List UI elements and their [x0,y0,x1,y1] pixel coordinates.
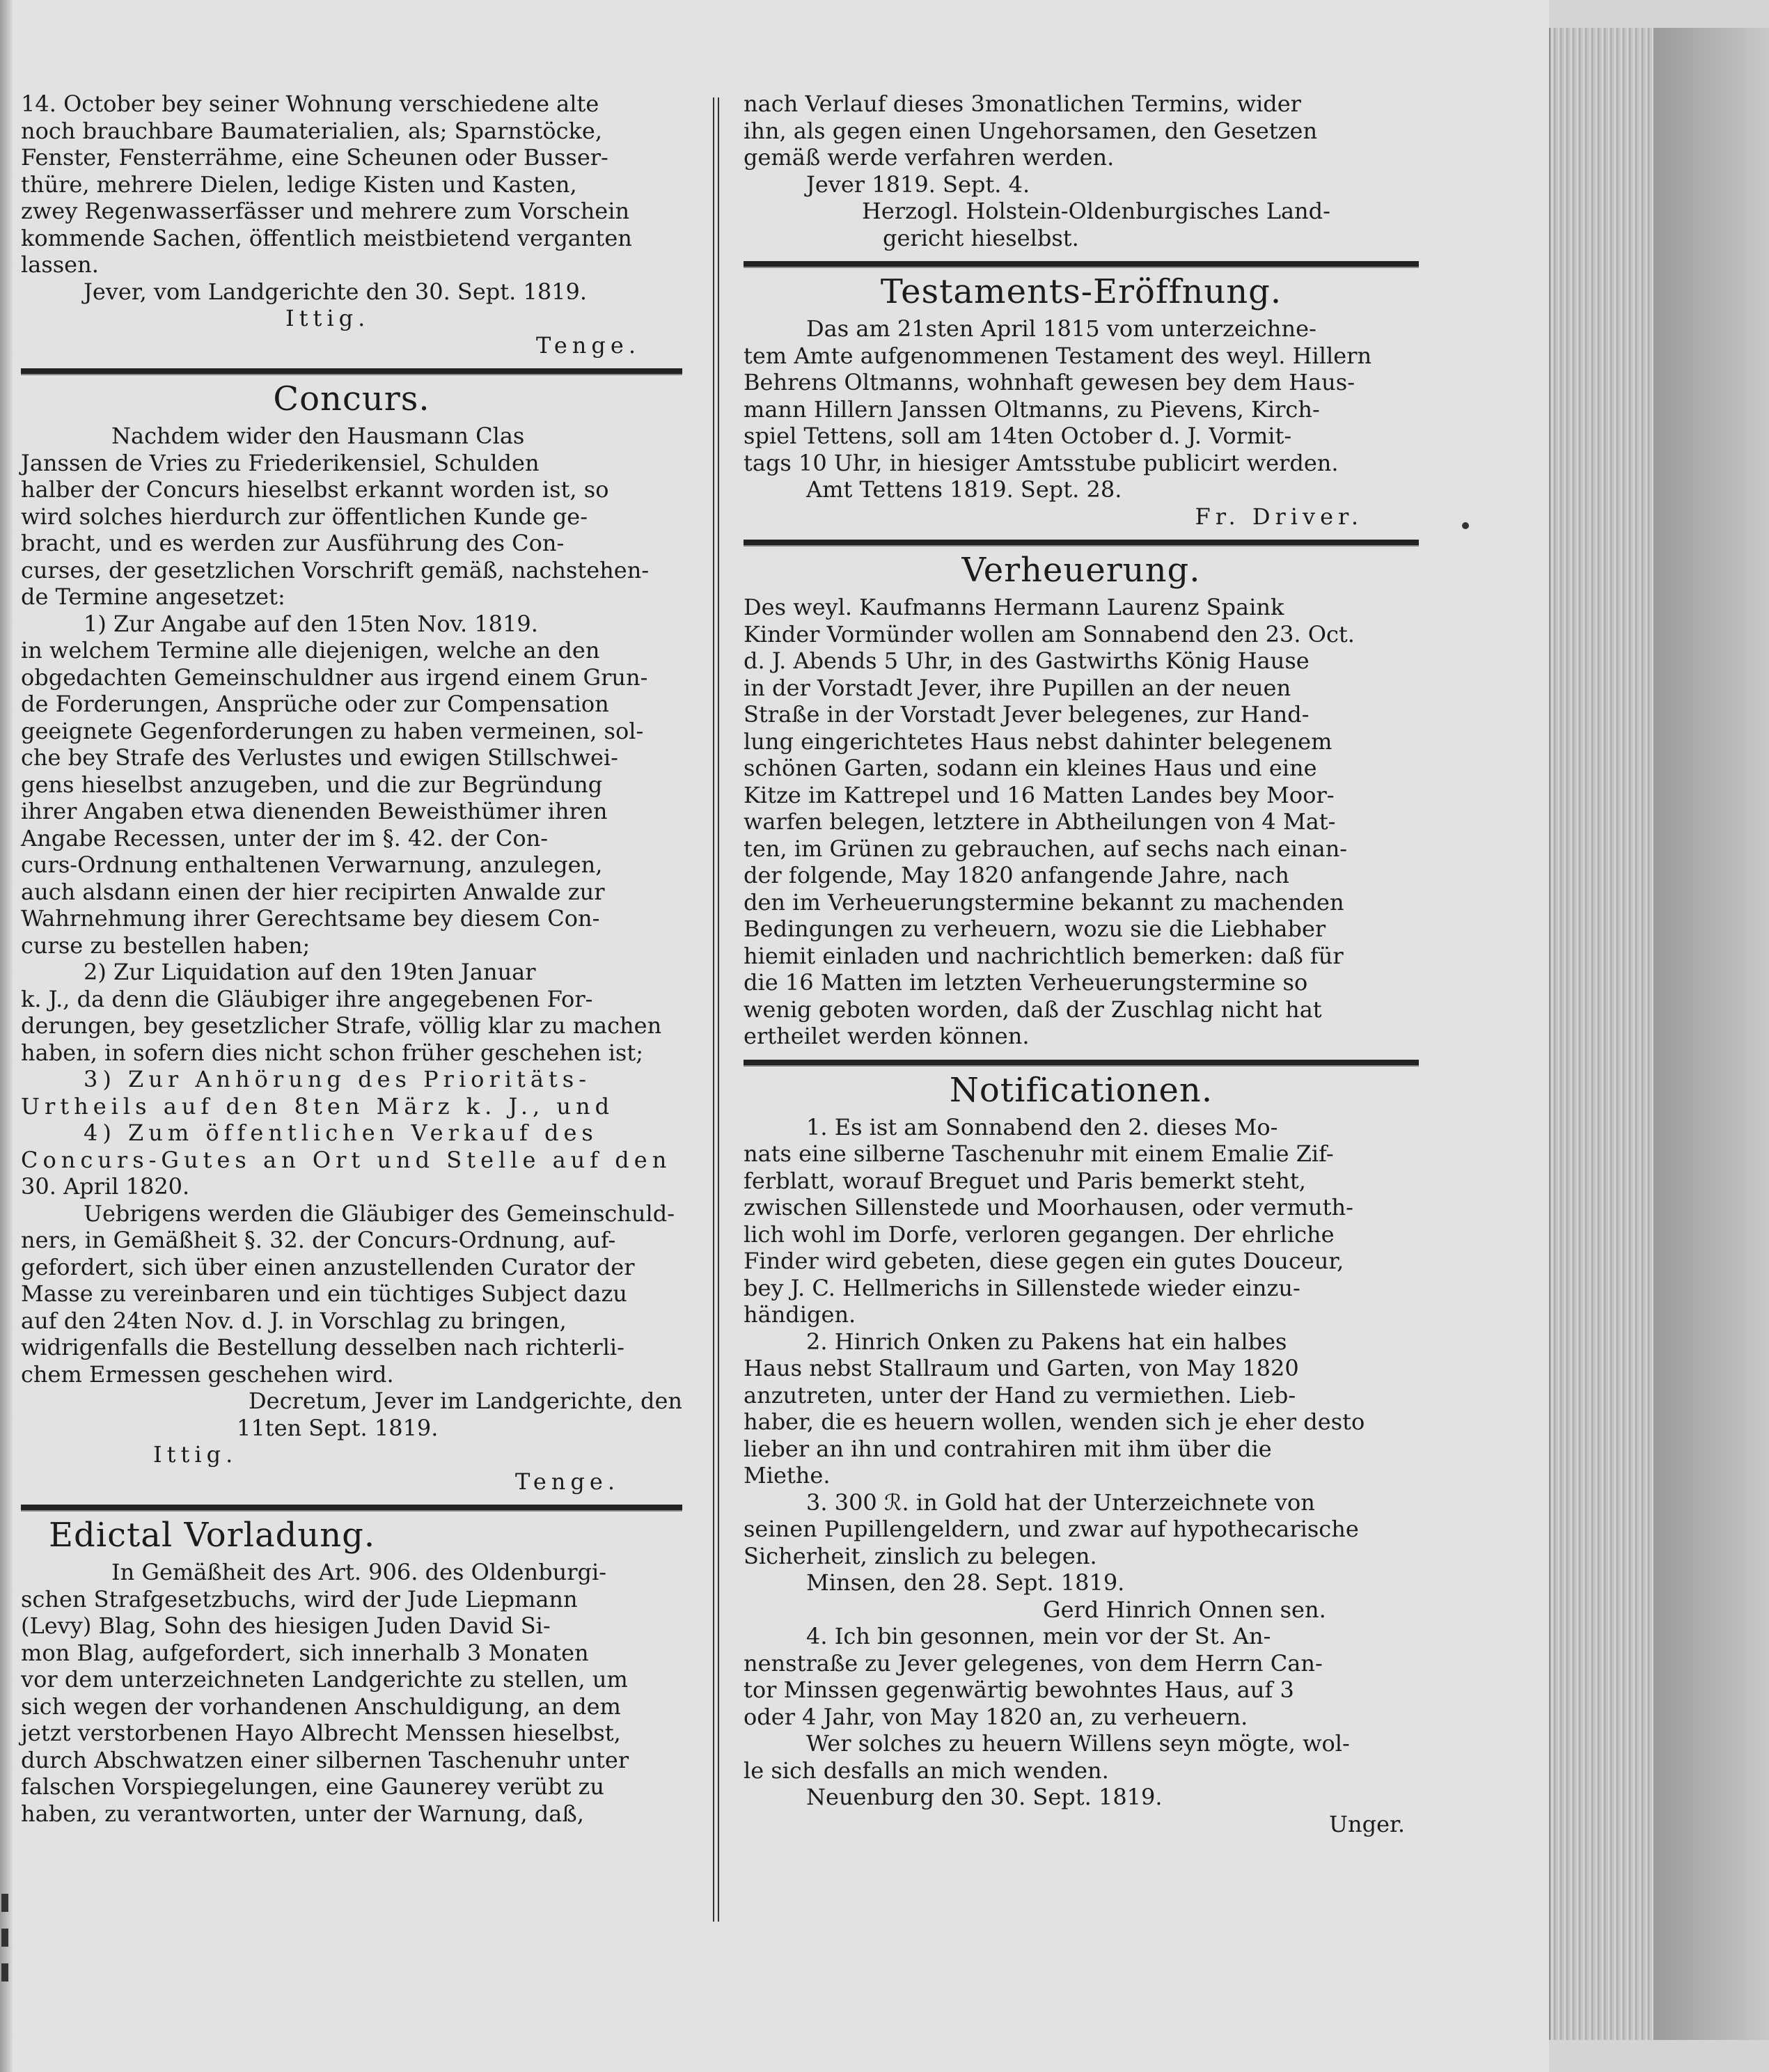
text-line: ertheilet werden können. [744,1023,1030,1049]
text-line: curses, der gesetzlichen Vorschrift gemäß, nachstehen- [21,556,650,583]
text-line: 4. Ich bin gesonnen, mein vor der St. An- [806,1623,1271,1649]
signature: Tenge. [515,1468,620,1495]
text-line: zwischen Sillenstede und Moorhausen, oder vermuth- [744,1194,1353,1221]
text-line: thüre, mehrere Dielen, ledige Kisten und Kasten, [21,171,577,198]
text-line: Sicherheit, zinslich zu belegen. [744,1542,1097,1569]
text-line: spiel Tettens, soll am 14ten October d. J. Vormit- [744,423,1292,449]
text-line: vor dem unterzeichneten Landgerichte zu stellen, um [21,1666,628,1693]
signature: Ittig. [285,305,370,331]
text-line: 14. October bey seiner Wohnung verschiedene alte [21,91,599,117]
book-edge-shadow [1653,28,1769,2040]
text-line: curs-Ordnung enthaltenen Verwarnung, anzulegen, [21,851,603,878]
text-line: Nachdem wider den Hausmann Clas [111,423,525,449]
text-line: che bey Strafe des Verlustes und ewigen Stillschwei- [21,744,618,771]
signature: Ittig. [153,1441,238,1468]
text-line: 3) Zur Anhörung des Prioritäts- [84,1066,591,1092]
text-line: 1. Es ist am Sonnabend den 2. dieses Mo- [806,1113,1278,1140]
text-line: gemäß werde verfahren werden. [744,144,1115,171]
decretum-line: Decretum, Jever im Landgerichte, den [249,1388,682,1414]
concurs-notice [21,423,682,1495]
text-line: halber der Concurs hieselbst erkannt worden ist, so [21,476,609,503]
text-line: durch Abschwatzen einer silbernen Taschenuhr unter [21,1746,629,1773]
text-line: Behrens Oltmanns, wohnhaft gewesen bey dem Haus- [744,369,1355,395]
text-line: seinen Pupillengeldern, und zwar auf hypothecarische [744,1516,1359,1542]
section-heading-concurs: Concurs. [273,379,430,418]
text-line: Uebrigens werden die Gläubiger des Gemeinschuld- [84,1200,675,1227]
text-line: händigen. [744,1301,856,1328]
text-line: le sich desfalls an mich wenden. [744,1757,1109,1784]
text-line: ners, in Gemäßheit §. 32. der Concurs-Ordnung, auf- [21,1227,616,1253]
text-line: Kitze im Kattrepel und 16 Matten Landes bey Moor- [744,781,1335,808]
text-line: tags 10 Uhr, in hiesiger Amtsstube publicirt werden. [744,449,1339,476]
text-line: nenstraße zu Jever gelegenes, von dem Herrn Can- [744,1649,1323,1677]
text-line: 2. Hinrich Onken zu Pakens hat ein halbes [806,1328,1287,1355]
notice-date: Neuenburg den 30. Sept. 1819. [806,1784,1163,1810]
text-line: lich wohl im Dorfe, verloren gegangen. Der ehrliche [744,1221,1335,1248]
binding-mark [1,1963,8,1981]
binding-mark [1,1894,8,1912]
text-line: die 16 Matten im letzten Verheuerungstermine so [744,969,1308,996]
binding-shadow [0,0,13,2072]
signature: Tenge. [536,331,640,359]
text-line: de Forderungen, Ansprüche oder zur Compensation [21,691,609,717]
book-page-edges [1549,28,1655,2040]
text-line: schen Strafgesetzbuchs, wird der Jude Liepmann [21,1585,578,1612]
text-line: nats eine silberne Taschenuhr mit einem Emalie Zif- [744,1140,1334,1167]
text-line: Angabe Recessen, unter der im §. 42. der Con- [21,824,549,851]
text-line: gens hieselbst anzugeben, und die zur Begründung [21,771,603,798]
section-rule [744,540,1419,547]
text-line: de Termine angesetzet: [21,583,285,610]
section-rule [21,1505,682,1512]
section-heading-notificationen: Notificationen. [949,1070,1213,1110]
right-column [744,91,1419,1837]
text-line: lung eingerichtetes Haus nebst dahinter belegenem [744,728,1332,755]
text-line: Straße in der Vorstadt Jever belegenes, zur Hand- [744,701,1310,728]
text-line: Wahrnehmung ihrer Gerechtsame bey diesem Con- [21,905,600,932]
section-heading-edictal: Edictal Vorladung. [49,1516,376,1555]
text-line: lieber an ihn und contrahiren mit ihm über die [744,1435,1272,1462]
text-line: wenig geboten worden, daß der Zuschlag nicht hat [744,996,1322,1023]
text-line: lassen. [21,251,99,278]
text-line: tor Minssen gegenwärtig bewohntes Haus, auf 3 [744,1677,1294,1703]
text-line: tem Amte aufgenommenen Testament des weyl. Hillern [744,342,1372,369]
text-line: hiemit einladen und nachrichtlich bemerken: daß für [744,942,1344,969]
text-line: nach Verlauf dieses 3monatlichen Termins, wider [744,91,1301,117]
text-line: mon Blag, aufgefordert, sich innerhalb 3 Monaten [21,1639,589,1666]
text-line: gefordert, sich über einen anzustellenden Curator der [21,1253,635,1280]
binding-mark [1,1929,8,1947]
text-line: 1) Zur Angabe auf den 15ten Nov. 1819. [84,610,538,637]
left-column [21,91,682,1827]
text-line: Wer solches zu heuern Willens seyn mögte, wol- [806,1730,1350,1757]
text-line: Janssen de Vries zu Friederikensiel, Schulden [21,449,540,476]
signature: Fr. Driver. [1195,503,1363,530]
text-line: in welchem Termine alle diejenigen, welche an den [21,637,600,664]
text-line: Miethe. [744,1462,831,1489]
text-line: haben, zu verantworten, unter der Warnung, daß, [21,1800,584,1827]
notificationen-notices [744,1114,1419,1838]
text-line: Kinder Vormünder wollen am Sonnabend den 23. Oct. [744,620,1355,648]
text-line: anzutreten, unter der Hand zu vermiethen. Lieb- [744,1381,1296,1408]
text-line: widrigenfalls die Bestellung desselben nach richterli- [21,1334,624,1360]
text-line: haber, die es heuern wollen, wenden sich je eher desto [744,1408,1365,1435]
text-line: k. J., da denn die Gläubiger ihre angegebenen For- [21,985,593,1012]
text-line: oder 4 Jahr, von May 1820 an, zu verheuern. [744,1703,1248,1730]
text-line: zwey Regenwasserfässer und mehrere zum Vorschein [21,198,630,224]
text-line: in der Vorstadt Jever, ihre Pupillen an der neuen [744,674,1291,701]
text-line: (Levy) Blag, Sohn des hiesigen Juden David Si- [21,1612,551,1639]
text-line: derungen, bey gesetzlicher Strafe, völlig klar zu machen [21,1012,662,1039]
text-line: der folgende, May 1820 anfangende Jahre, nach [744,862,1289,888]
edictal-notice [21,1559,682,1827]
text-line: geeignete Gegenforderungen zu haben vermeinen, sol- [21,717,644,744]
text-line: Urtheils auf den 8ten März k. J., und [21,1092,615,1120]
text-line: warfen belegen, letztere in Abtheilungen von 4 Mat- [744,808,1336,835]
verheuerung-notice [744,594,1419,1050]
section-rule [21,368,682,375]
text-line: chem Ermessen geschehen wird. [21,1360,394,1388]
text-line: d. J. Abends 5 Uhr, in des Gastwirths König Hause [744,648,1310,674]
text-line: falschen Vorspiegelungen, eine Gaunerey verübt zu [21,1773,604,1800]
text-line: ihn, als gegen einen Ungehorsamen, den Gesetzen [744,117,1318,144]
text-line: ihrer Angaben etwa dienenden Beweisthümer ihren [21,798,608,824]
edictal-continuation [744,91,1419,251]
text-line: obgedachten Gemeinschuldner aus irgend einem Grun- [21,664,648,691]
signature: Unger. [1329,1810,1405,1837]
text-line: Masse zu vereinbaren und ein tüchtiges Subject dazu [21,1280,627,1307]
text-line: Bedingungen zu verheuern, wozu sie die Liebhaber [744,916,1326,942]
text-line: In Gemäßheit des Art. 906. des Oldenburgi- [111,1559,607,1585]
section-rule [744,261,1419,268]
text-line: den im Verheuerungstermine bekannt zu machenden [744,888,1344,916]
section-heading-testament: Testaments-Eröffnung. [880,272,1282,311]
decretum-date: 11ten Sept. 1819. [237,1414,439,1441]
testament-notice [744,315,1419,530]
text-line: jetzt verstorbenen Hayo Albrecht Menssen hieselbst, [21,1720,621,1746]
notice-date: Jever 1819. Sept. 4. [806,171,1030,198]
text-line: wird solches hierdurch zur öffentlichen Kunde ge- [21,503,588,530]
text-line: curse zu bestellen haben; [21,932,310,959]
text-line: 30. April 1820. [21,1173,190,1200]
signature: gericht hieselbst. [883,224,1079,251]
text-line: schönen Garten, sodann ein kleines Haus und eine [744,755,1317,781]
text-line: auf den 24ten Nov. d. J. in Vorschlag zu bringen, [21,1307,567,1334]
text-line: auch alsdann einen der hier recipirten Anwalde zur [21,878,605,905]
text-line: Finder wird gebeten, diese gegen ein gutes Douceur, [744,1248,1344,1274]
auction-notice [21,91,682,359]
text-line: noch brauchbare Baumaterialien, als; Sparnstöcke, [21,117,602,144]
text-line: ten, im Grünen zu gebrauchen, auf sechs nach einan- [744,835,1348,862]
ink-dot [1462,522,1469,529]
notice-date: Jever, vom Landgerichte den 30. Sept. 1819. [84,278,588,305]
text-line: mann Hillern Janssen Oltmanns, zu Pievens, Kirch- [744,395,1320,423]
section-heading-verheuerung: Verheuerung. [961,551,1201,590]
column-divider [713,97,719,1922]
text-line: 3. 300 ℛ. in Gold hat der Unterzeichnete von [806,1489,1315,1516]
notice-date: Amt Tettens 1819. Sept. 28. [806,476,1122,503]
signature: Gerd Hinrich Onnen sen. [1043,1596,1326,1623]
text-line: 4) Zum öffentlichen Verkauf des [84,1120,598,1146]
signature: Herzogl. Holstein-Oldenburgisches Land- [862,198,1330,224]
text-line: ferblatt, worauf Breguet und Paris bemerkt steht, [744,1167,1306,1194]
text-line: Des weyl. Kaufmanns Hermann Laurenz Spaink [744,594,1284,620]
text-line: sich wegen der vorhandenen Anschuldigung, an dem [21,1693,621,1720]
text-line: haben, in sofern dies nicht schon früher geschehen ist; [21,1039,643,1066]
text-line: kommende Sachen, öffentlich meistbietend verganten [21,224,632,251]
notice-date: Minsen, den 28. Sept. 1819. [806,1569,1125,1596]
text-line: Das am 21sten April 1815 vom unterzeichne- [806,315,1316,342]
section-rule [744,1060,1419,1067]
text-line: 2) Zur Liquidation auf den 19ten Januar [84,959,536,985]
text-line: bracht, und es werden zur Ausführung des Con- [21,530,565,556]
text-line: Fenster, Fensterrähme, eine Scheunen oder Busser- [21,144,608,171]
text-line: Haus nebst Stallraum und Garten, von May 1820 [744,1355,1299,1381]
text-line: Concurs-Gutes an Ort und Stelle auf den [21,1146,672,1173]
text-line: bey J. C. Hellmerichs in Sillenstede wieder einzu- [744,1274,1300,1301]
